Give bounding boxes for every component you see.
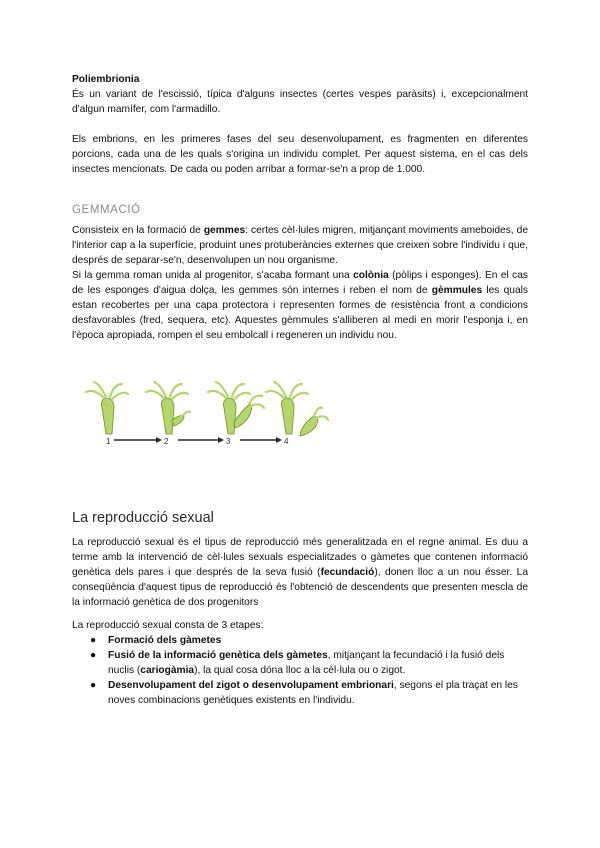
stage-2-term: Fusió de la informació genètica dels gàmetes bbox=[108, 650, 328, 661]
stage-arrows bbox=[114, 437, 282, 443]
gemmacio-p1-text-c: : certes cèl·lules migren, mitjançant moviments ameboides, de l'interior cap a la superfície, produint unes protuberàncies externes que creixen sobre l'individu i que, després de separar-se'n, desenvolupen un nou organisme. bbox=[72, 225, 528, 266]
stage-3-term: Desenvolupament del zigot o desenvolupament embrionari bbox=[108, 680, 394, 691]
sexual-stages-list bbox=[72, 633, 528, 708]
list-item bbox=[72, 678, 528, 708]
stage-label-4: 4 bbox=[284, 437, 289, 446]
cariogamia-term: cariogàmia bbox=[140, 665, 195, 676]
stage-1-term: Formació dels gàmetes bbox=[108, 635, 222, 646]
sexual-paragraph-1 bbox=[72, 535, 528, 610]
bullet-icon: ● bbox=[90, 680, 97, 691]
stage-label-1: 1 bbox=[106, 437, 111, 446]
sexual-p1-text-a: La reproducció sexual és el tipus de reproducció més generalitzada en el regne animal. Es duu a terme amb la intervenció de cèl·lules sexuals especialitzades o gàmetes que contenen informació genètica dels pares i que després de la seva fusió ( bbox=[72, 537, 528, 578]
gemmules-term: gèmmules bbox=[431, 285, 483, 296]
gemmacio-paragraph-2 bbox=[72, 268, 528, 343]
poliembrionia-paragraph-1: És un variant de l'escissió, típica d'alguns insectes (certes vespes paràsits) i, excepcionalment d'algun mamífer, com l'armadillo. bbox=[72, 89, 528, 115]
gemmacio-paragraph-1 bbox=[72, 223, 528, 268]
list-item bbox=[72, 648, 528, 678]
stage-3-text-b: , segons el pla traçat en les noves combinacions genètiques existents en l'individu. bbox=[108, 680, 518, 706]
hydra-stage-3 bbox=[208, 382, 264, 434]
gemmacio-p2-text-e: les quals estan recobertes per una capa protectora i representen formes de resistència front a condicions desfavorables (fred, sequera, etc). Aquestes gèmmules s'alliberen al medi en morir l'esponja i, en l'època apropiada, rompen el seu embolcall i regeneren un individu nou. bbox=[72, 285, 528, 341]
bullet-icon: ● bbox=[90, 635, 97, 646]
gemmacio-heading: GEMMACIÓ bbox=[72, 204, 141, 216]
budding-hydra-figure bbox=[78, 378, 348, 450]
gemmacio-p2-text-a: Si la gemma roman unida al progenitor, s'acaba formant una bbox=[72, 270, 354, 281]
sexual-stages-intro: La reproducció sexual consta de 3 etapes: bbox=[72, 620, 264, 631]
sexual-p1-text-c: ), donen lloc a un nou ésser. La conseqüència d'aquest tipus de reproducció és l'obtenció de descendents que presenten mescla de la informació genètica de dos progenitors bbox=[72, 567, 528, 608]
hydra-stage-2 bbox=[146, 382, 190, 434]
poliembrionia-title: Poliembrionia bbox=[72, 74, 140, 85]
stage-label-3: 3 bbox=[226, 437, 231, 446]
fecundacio-term: fecundació bbox=[320, 567, 375, 578]
stage-2-text-d: ), la qual cosa dóna lloc a la cèl·lula ou o zigot. bbox=[194, 665, 406, 676]
bullet-icon: ● bbox=[90, 650, 97, 661]
colonia-term: colònia bbox=[353, 270, 389, 281]
hydra-stage-1 bbox=[86, 382, 128, 434]
stage-2-text-b: , mitjançant la fecundació i la fusió dels nuclis ( bbox=[108, 650, 505, 676]
list-item bbox=[72, 633, 528, 648]
gemmacio-p1-text-a: Consisteix en la formació de bbox=[72, 225, 204, 236]
hydra-stage-4 bbox=[266, 382, 328, 436]
gemmes-term: gemmes bbox=[203, 225, 246, 236]
stage-label-2: 2 bbox=[164, 437, 169, 446]
gemmacio-p2-text-c: (pòlips i esponges). En el cas de les esponges d'aigua dolça, les gemmes són internes i reben el nom de bbox=[72, 270, 528, 296]
sexual-reproduction-heading: La reproducció sexual bbox=[72, 510, 214, 526]
poliembrionia-paragraph-2: Els embrions, en les primeres fases del seu desenvolupament, es fragmenten en diferentes porcions, cada una de les quals s'origina un individu complet. Per aquest sistema, en el cas dels insectes mencionats. De cada ou poden arribar a formar-se'n a prop de 1.000. bbox=[72, 134, 528, 175]
